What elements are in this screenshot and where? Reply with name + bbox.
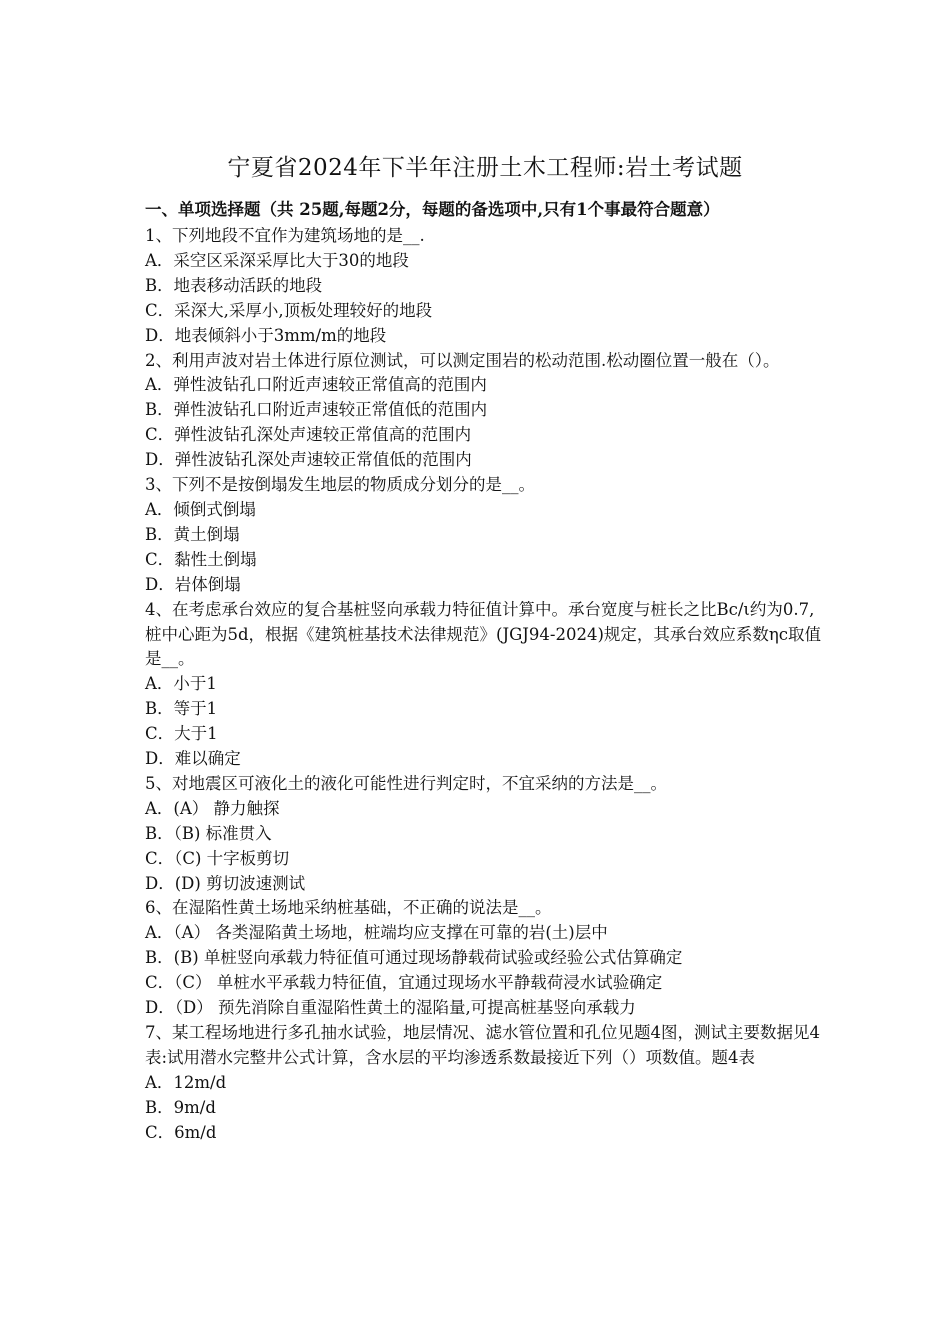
option-d: D．（D） 预先消除自重湿陷性黄土的湿陷量,可提高桩基竖向承载力 — [145, 998, 636, 1018]
option-c: C．黏性土倒塌 — [145, 549, 257, 569]
option-a: A．小于1 — [145, 674, 217, 694]
option-c: C．（C） 单桩水平承载力特征值，宜通过现场水平静载荷浸水试验确定 — [145, 973, 663, 993]
document-title: 宁夏省2024年下半年注册土木工程师:岩土考试题 — [227, 155, 743, 181]
section-heading: 一、单项选择题（共 25题,每题2分，每题的备选项中,只有1个事最符合题意） — [145, 200, 720, 219]
option-b: B．等于1 — [145, 699, 218, 719]
option-a: A．（A） 各类湿陷黄土场地，桩端均应支撑在可靠的岩(土)层中 — [145, 923, 608, 943]
option-d: D．(D) 剪切波速测试 — [145, 873, 306, 893]
option-a: A．弹性波钻孔口附近声速较正常值高的范围内 — [145, 375, 487, 395]
question-stem: 1、下列地段不宜作为建筑场地的是__. — [145, 226, 425, 245]
question-stem: 5、对地震区可液化土的液化可能性进行判定时，不宜采纳的方法是__。 — [145, 773, 667, 793]
option-c: C．6m/d — [145, 1122, 217, 1142]
option-b: B．（B) 标准贯入 — [145, 823, 272, 843]
option-b: B．地表移动活跃的地段 — [145, 275, 323, 295]
question-5 — [145, 772, 825, 897]
option-d: D．岩体倒塌 — [145, 574, 241, 594]
question-6 — [145, 896, 825, 1021]
option-c: C．大于1 — [145, 724, 218, 744]
option-a: A．倾倒式倒塌 — [145, 499, 256, 519]
option-b: B．(B) 单桩竖向承载力特征值可通过现场静载荷试验或经验公式估算确定 — [145, 948, 683, 968]
document-page — [145, 150, 825, 1146]
option-c: C．（C) 十字板剪切 — [145, 848, 290, 868]
question-4 — [145, 598, 825, 772]
option-c: C．采深大,采厚小,顶板处理较好的地段 — [145, 300, 433, 320]
option-d: D．难以确定 — [145, 749, 241, 769]
option-a: A．12m/d — [145, 1072, 227, 1092]
question-3 — [145, 473, 825, 598]
question-stem: 7、某工程场地进行多孔抽水试验，地层情况、滤水管位置和孔位见题4图，测试主要数据见4表:试用潜水完整井公式计算，含水层的平均渗透系数最接近下列（）项数值。题4表 — [145, 1023, 820, 1067]
option-d: D．弹性波钻孔深处声速较正常值低的范围内 — [145, 450, 472, 470]
question-2 — [145, 349, 825, 474]
question-stem: 6、在湿陷性黄土场地采纳桩基础，不正确的说法是__。 — [145, 898, 552, 918]
option-b: B．黄土倒塌 — [145, 524, 240, 544]
question-stem: 3、下列不是按倒塌发生地层的物质成分划分的是__。 — [145, 475, 535, 495]
option-a: A．(A） 静力触探 — [145, 798, 280, 818]
option-b: B．9m/d — [145, 1097, 216, 1117]
option-d: D．地表倾斜小于3mm/m的地段 — [145, 325, 387, 345]
option-c: C．弹性波钻孔深处声速较正常值高的范围内 — [145, 425, 472, 445]
option-a: A．采空区采深采厚比大于30的地段 — [145, 250, 409, 270]
question-7 — [145, 1021, 825, 1146]
option-b: B．弹性波钻孔口附近声速较正常值低的范围内 — [145, 400, 488, 420]
question-stem: 2、利用声波对岩土体进行原位测试，可以测定围岩的松动范围.松动圈位置一般在（）。 — [145, 350, 780, 370]
question-1 — [145, 224, 825, 349]
question-stem: 4、在考虑承台效应的复合基桩竖向承载力特征值计算中。承台宽度与桩长之比Bc/ι约为0.7,桩中心距为5d，根据《建筑桩基技术法律规范》(JGJ94-2024)规定，其承台效应系数ηc取值是__。 — [145, 599, 822, 669]
